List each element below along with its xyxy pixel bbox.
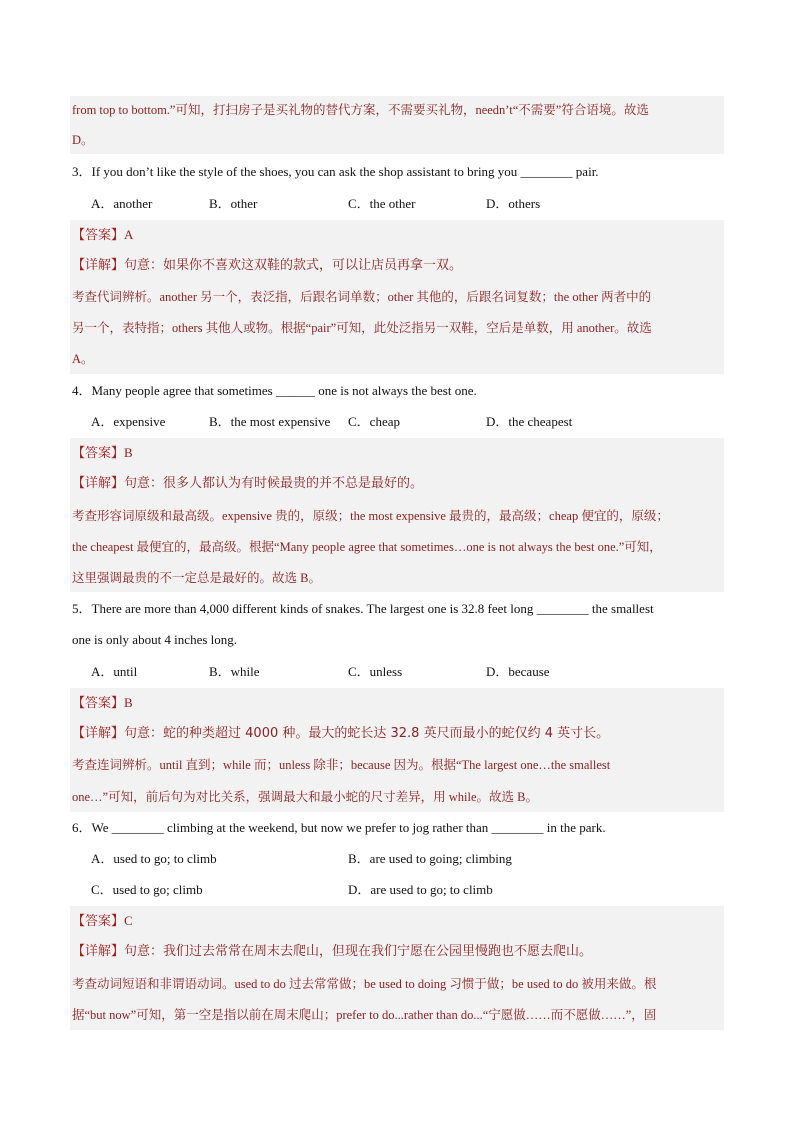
detail-text: 句意：很多人都认为有时候最贵的并不总是最好的。 [124, 476, 424, 491]
answer-tag: 【答案】 [72, 914, 125, 929]
detail-tag: 【详解】 [72, 258, 125, 273]
answer-value: C [124, 913, 133, 928]
option-d: D．because [486, 664, 550, 679]
option-c: C．used to go; climb [91, 882, 203, 897]
explanation-line: 这里强调最贵的不一定总是最好的。故选 B。 [72, 571, 321, 585]
option-d: D．are used to go; to climb [348, 882, 493, 897]
answer-value: A [124, 227, 134, 242]
detail-line [72, 724, 609, 744]
explanation-line: 据“but now”可知，第一空是指以前在周末爬山；prefer to do...rather than do...“宁愿做……而不愿做……”，固 [72, 1008, 657, 1022]
option-a: A．until [91, 664, 138, 679]
question-stem: 4．Many people agree that sometimes ______ one is not always the best one. [72, 383, 477, 398]
detail-line [72, 474, 423, 494]
option-c: C．the other [348, 196, 416, 211]
option-b: B．are used to going; climbing [348, 851, 512, 866]
detail-text: 句意：蛇的种类超过 4000 种。最大的蛇长达 32.8 英尺而最小的蛇仅约 4 英寸长。 [124, 726, 610, 741]
explanation-line: one…”可知，前后句为对比关系，强调最大和最小蛇的尺寸差异，用 while。故选 B。 [72, 790, 538, 804]
detail-tag: 【详解】 [72, 476, 125, 491]
explanation-line: the cheapest 最便宜的，最高级。根据“Many people agree that sometimes…one is not always the best one.”可知， [72, 540, 662, 554]
question-stem-cont: one is only about 4 inches long. [72, 632, 238, 647]
detail-line [72, 942, 592, 962]
option-b: B．other [209, 196, 258, 211]
answer-tag: 【答案】 [72, 696, 125, 711]
answer-line [72, 693, 133, 713]
explanation-line: 考查形容词原级和最高级。expensive 贵的，原级；the most expensive 最贵的，最高级；cheap 便宜的，原级； [72, 509, 669, 523]
option-a: A．expensive [91, 414, 166, 429]
answer-tag: 【答案】 [72, 228, 125, 243]
answer-tag: 【答案】 [72, 446, 125, 461]
option-c: C．unless [348, 664, 403, 679]
answer-line [72, 225, 133, 245]
option-d: D．others [486, 196, 541, 211]
explanation-line: 另一个，表特指；others 其他人或物。根据“pair”可知，此处泛指另一双鞋，空后是单数，用 another。故选 [72, 321, 652, 335]
answer-value: B [124, 445, 133, 460]
detail-tag: 【详解】 [72, 726, 125, 741]
detail-line [72, 256, 462, 276]
detail-text: 句意：如果你不喜欢这双鞋的款式，可以让店员再拿一双。 [124, 258, 463, 273]
answer-line [72, 443, 133, 463]
detail-tag: 【详解】 [72, 944, 125, 959]
detail-text: 句意：我们过去常常在周末去爬山，但现在我们宁愿在公园里慢跑也不愿去爬山。 [124, 944, 593, 959]
explanation-line: A。 [72, 352, 94, 366]
option-b: B．while [209, 664, 260, 679]
option-a: A．used to go; to climb [91, 851, 217, 866]
explanation-line: 考查连词辨析。until 直到；while 而；unless 除非；because 因为。根据“The largest one…the smallest [72, 758, 611, 772]
explanation-line: 考查代词辨析。another 另一个，表泛指，后跟名词单数；other 其他的，后跟名词复数；the other 两者中的 [72, 290, 652, 304]
question-stem: 6．We ________ climbing at the weekend, but now we prefer to jog rather than ________ in the park. [72, 820, 606, 835]
explanation-line: from top to bottom.”可知，打扫房子是买礼物的替代方案，不需要买礼物，needn’t“不需要”符合语境。故选 [72, 103, 649, 117]
question-stem: 5．There are more than 4,000 different kinds of snakes. The largest one is 32.8 feet long ________ the smallest [72, 601, 654, 616]
question-stem: 3．If you don’t like the style of the shoes, you can ask the shop assistant to bring you ________ pair. [72, 164, 599, 179]
answer-line [72, 911, 133, 931]
option-d: D．the cheapest [486, 414, 573, 429]
option-b: B．the most expensive [209, 414, 331, 429]
explanation-line: D。 [72, 133, 94, 147]
explanation-line: 考查动词短语和非谓语动词。used to do 过去常常做；be used to doing 习惯于做；be used to do 被用来做。根 [72, 977, 657, 991]
answer-value: B [124, 695, 133, 710]
option-a: A．another [91, 196, 153, 211]
option-c: C．cheap [348, 414, 400, 429]
